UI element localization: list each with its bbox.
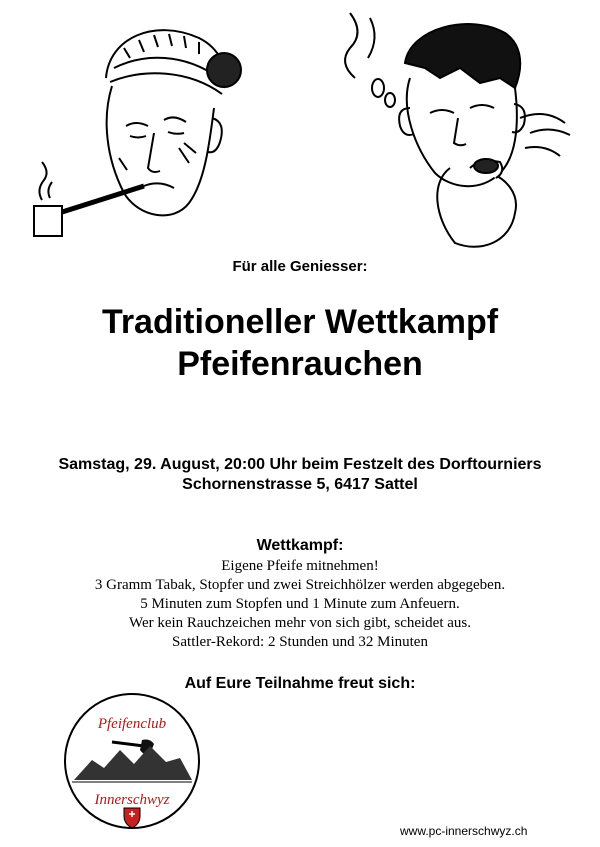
title-line-2: Pfeifenrauchen: [177, 345, 423, 383]
logo-bottom-text: Innerschwyz: [94, 792, 170, 808]
footer-url[interactable]: www.pc-innerschwyz.ch: [400, 824, 528, 838]
rule-item: 5 Minuten zum Stopfen und 1 Minute zum Anfeuern.: [140, 596, 460, 612]
event-date-location: Samstag, 29. August, 20:00 Uhr beim Festzelt des Dorftourniers: [58, 456, 542, 473]
rule-item: Eigene Pfeife mitnehmen!: [221, 558, 379, 574]
rule-item: 3 Gramm Tabak, Stopfer und zwei Streichhölzer werden abgegeben.: [94, 577, 506, 593]
competition-heading: Wettkampf:: [256, 537, 344, 554]
intro-text: Für alle Geniesser:: [232, 258, 368, 275]
competition-rules: [0, 557, 600, 652]
young-man-smoking-pipe-illustration: [330, 8, 580, 256]
old-man-with-pipe-illustration: [14, 8, 246, 240]
rule-item: Sattler-Rekord: 2 Stunden und 32 Minuten: [172, 634, 428, 650]
closing-text: Auf Eure Teilnahme freut sich:: [184, 675, 416, 692]
logo-top-text: Pfeifenclub: [97, 716, 167, 732]
rule-item: Wer kein Rauchzeichen mehr von sich gibt, scheidet aus.: [128, 615, 471, 631]
title-line-1: Traditioneller Wettkampf: [101, 303, 499, 341]
pfeifenclub-logo: [62, 690, 202, 832]
event-address: Schornenstrasse 5, 6417 Sattel: [182, 476, 418, 493]
